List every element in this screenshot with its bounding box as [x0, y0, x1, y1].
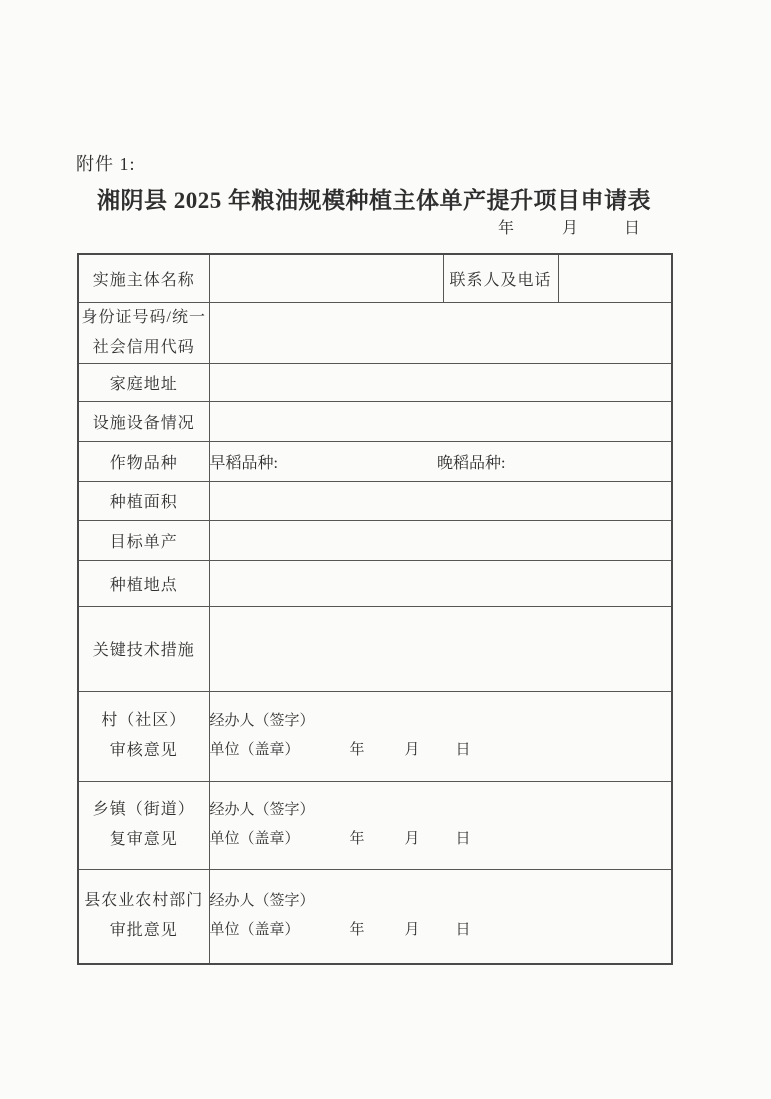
township-unit-seal-label: 单位（盖章）	[209, 831, 300, 847]
label-village-review	[78, 691, 209, 781]
label-target-yield: 目标单产	[78, 520, 209, 560]
row-facility-equipment	[78, 401, 672, 441]
label-county-approval	[78, 869, 209, 964]
input-cell-planting-area	[209, 481, 672, 520]
row-id-code	[78, 302, 672, 363]
input-cell-facility-equipment	[209, 401, 672, 441]
county-month-label: 月	[404, 922, 420, 939]
label-home-address: 家庭地址	[78, 363, 209, 401]
label-township-review-line1: 乡镇（街道）	[92, 801, 195, 818]
input-cell-key-tech-measures	[209, 606, 672, 691]
county-unit-date-line	[210, 916, 672, 945]
input-cell-crop-variety	[209, 441, 672, 481]
label-crop-variety: 作物品种	[78, 441, 209, 481]
label-key-tech-measures: 关键技术措施	[78, 606, 209, 691]
label-subject-name: 实施主体名称	[78, 254, 209, 302]
application-table	[77, 253, 673, 965]
label-county-approval-line2: 审批意见	[109, 922, 178, 940]
input-cell-planting-location	[209, 560, 672, 606]
row-home-address	[78, 363, 672, 401]
village-unit-seal-label: 单位（盖章）	[209, 742, 300, 758]
label-county-approval-line1: 县农业农村部门	[84, 892, 204, 910]
village-month-label: 月	[404, 742, 420, 758]
county-unit-seal-label: 单位（盖章）	[209, 922, 300, 939]
date-day-label: 日	[623, 220, 640, 237]
township-month-label: 月	[404, 831, 420, 847]
row-target-yield	[78, 520, 672, 560]
village-signer-line: 经办人（签字）	[209, 713, 315, 729]
attachment-label: 附件 1:	[76, 154, 136, 174]
date-line	[77, 215, 671, 238]
label-planting-location: 种植地点	[78, 560, 209, 606]
county-year-label: 年	[349, 922, 365, 939]
date-month-label: 月	[561, 220, 578, 237]
row-planting-area	[78, 481, 672, 520]
label-id-code-line2: 社会信用代码	[92, 338, 195, 356]
input-cell-target-yield	[209, 520, 672, 560]
cell-village-signoff	[209, 691, 672, 781]
township-unit-date-line	[210, 825, 672, 854]
early-rice-variety-label: 早稻品种:	[209, 454, 278, 472]
village-unit-date-line	[210, 736, 672, 765]
label-planting-area: 种植面积	[78, 481, 209, 520]
label-village-review-line2: 审核意见	[109, 742, 178, 759]
label-facility-equipment: 设施设备情况	[78, 401, 209, 441]
input-cell-home-address	[209, 363, 672, 401]
label-township-review-line2: 复审意见	[109, 831, 178, 848]
label-id-code-line1: 身份证号码/统一	[81, 308, 206, 326]
row-key-tech-measures	[78, 606, 672, 691]
date-year-label: 年	[497, 220, 514, 237]
row-village-review	[78, 691, 672, 781]
township-day-label: 日	[455, 831, 471, 847]
township-year-label: 年	[349, 831, 365, 847]
row-subject-name	[78, 254, 672, 302]
row-crop-variety	[78, 441, 672, 481]
county-day-label: 日	[455, 922, 471, 939]
village-day-label: 日	[455, 742, 471, 758]
cell-county-signoff	[209, 869, 672, 964]
county-signer-line: 经办人（签字）	[209, 893, 315, 910]
row-township-review	[78, 781, 672, 869]
label-contact-phone: 联系人及电话	[443, 254, 558, 302]
cell-township-signoff	[209, 781, 672, 869]
label-village-review-line1: 村（社区）	[101, 712, 187, 729]
input-cell-contact-phone	[558, 254, 672, 302]
input-cell-id-code	[209, 302, 672, 363]
village-year-label: 年	[349, 742, 365, 758]
label-id-code	[78, 302, 209, 363]
label-township-review	[78, 781, 209, 869]
township-signer-line: 经办人（签字）	[209, 802, 315, 818]
form-title: 湘阴县 2025 年粮油规模种植主体单产提升项目申请表	[97, 188, 651, 213]
input-cell-subject-name	[209, 254, 443, 302]
row-planting-location	[78, 560, 672, 606]
late-rice-variety-label: 晚稻品种:	[436, 454, 506, 472]
row-county-approval	[78, 869, 672, 964]
